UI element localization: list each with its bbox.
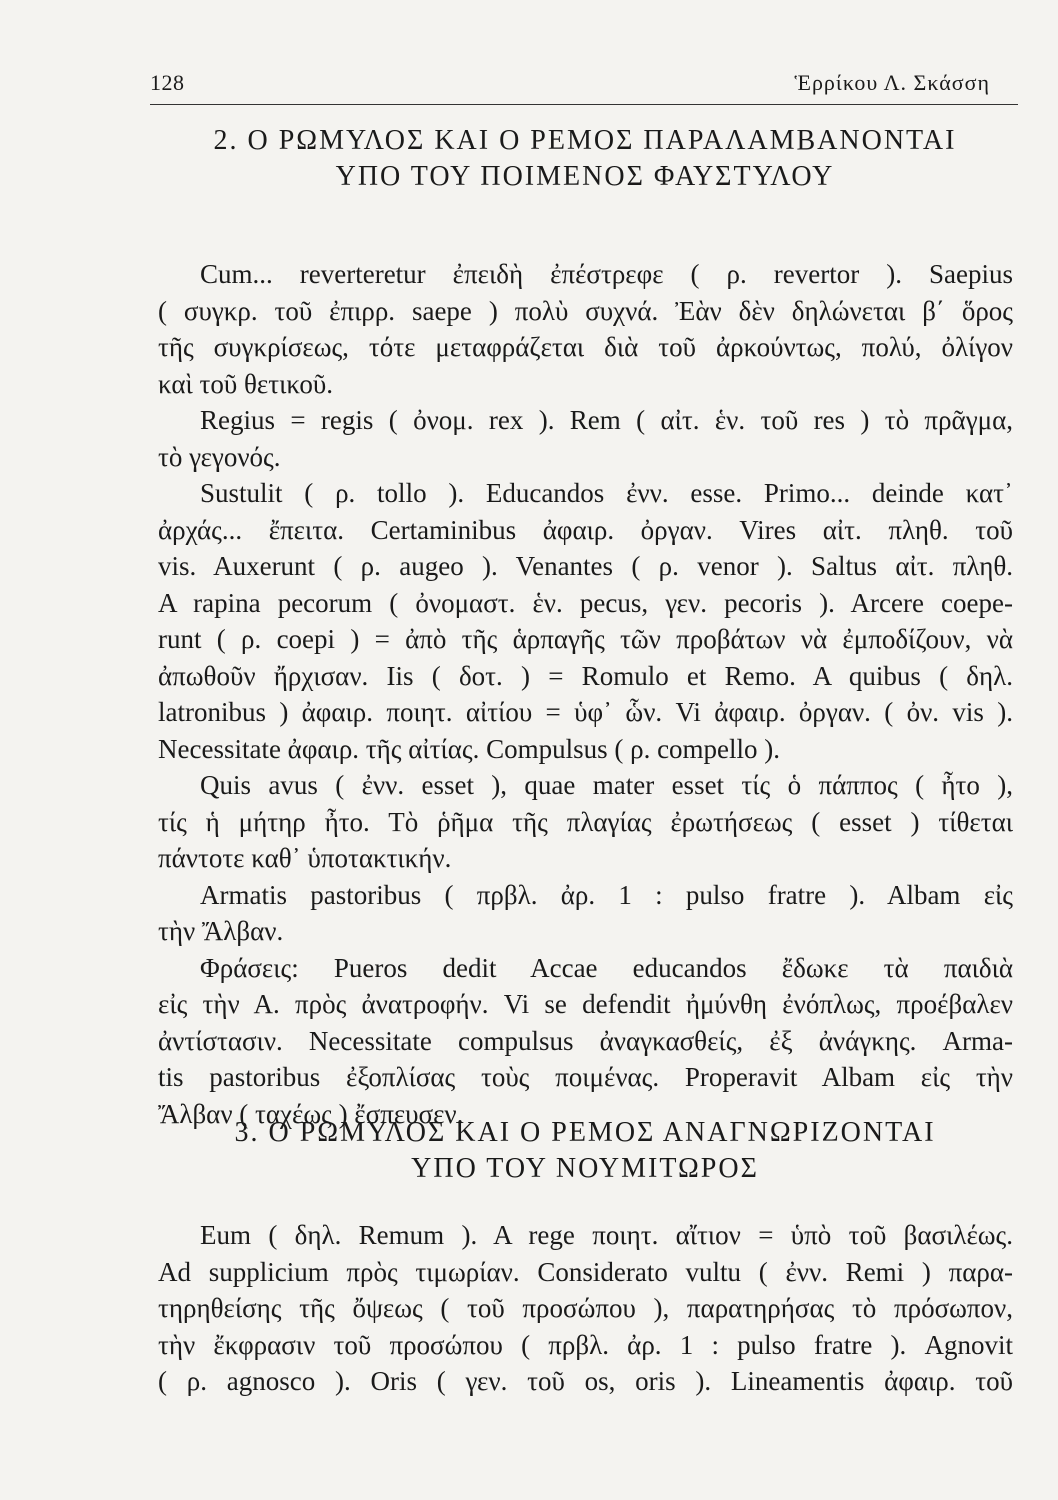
- section-2-title-line-1: 2. Ο ΡΩΜΥΛΟΣ ΚΑΙ Ο ΡΕΜΟΣ ΠΑΡΑΛΑΜΒΑΝΟΝΤΑΙ: [213, 125, 957, 156]
- section-3-body: [158, 1217, 1013, 1400]
- text-line: τῆς συγκρίσεως, τότε μεταφράζεται διὰ τοῦ ἀρκούντως, πολύ, ὀλίγον: [158, 332, 1013, 362]
- text-line: vis. Auxerunt ( ρ. augeo ). Venantes ( ρ. venor ). Saltus αἰτ. πληθ.: [158, 551, 1013, 581]
- paragraph-eum: [158, 1217, 1013, 1400]
- text-line: Sustulit ( ρ. tollo ). Educandos ἐνν. esse. Primo... deinde κατ᾽: [200, 478, 1013, 508]
- text-line: Armatis pastoribus ( πρβλ. ἀρ. 1 : pulso fratre ). Albam εἰς: [200, 879, 1013, 910]
- text-line: latronibus ) ἀφαιρ. ποιητ. αἰτίου = ὑφ᾽ ὧν. Vi ἀφαιρ. ὀργαν. ( ὀν. vis ).: [158, 697, 1013, 727]
- text-line: ἀπωθοῦν ἤρχισαν. Iis ( δοτ. ) = Romulo et Remo. A quibus ( δηλ.: [158, 660, 1013, 691]
- text-line: τὴν Ἄλβαν.: [158, 916, 284, 946]
- text-line: ἀρχάς... ἔπειτα. Certaminibus ἀφαιρ. ὀργαν. Vires αἰτ. πληθ. τοῦ: [158, 514, 1013, 545]
- section-2-body: [158, 256, 1013, 1132]
- section-2-title-line-2: ΥΠΟ ΤΟΥ ΠΟΙΜΕΝΟΣ ΦΑΥΣΤΥΛΟΥ: [335, 161, 835, 192]
- text-line: Φράσεις: Pueros dedit Accae educandos ἔδωκε τὰ παιδιὰ: [200, 952, 1013, 983]
- header-author: Ἑρρίκου Λ. Σκάσση: [794, 70, 990, 95]
- text-line: ἀντίστασιν. Necessitate compulsus ἀναγκασθείς, ἐξ ἀνάγκης. Arma-: [158, 1025, 1013, 1056]
- text-line: Quis avus ( ἐνν. esset ), quae mater esset τίς ὁ πάππος ( ἦτο ),: [200, 770, 1013, 800]
- section-2-title: [150, 123, 1020, 195]
- text-line: runt ( ρ. coepi ) = ἀπὸ τῆς ἁρπαγῆς τῶν προβάτων νὰ ἐμποδίζουν, νὰ: [158, 624, 1013, 654]
- text-line: καὶ τοῦ θετικοῦ.: [158, 368, 334, 399]
- text-line: ( ρ. agnosco ). Oris ( γεν. τοῦ os, oris ). Lineamentis ἀφαιρ. τοῦ: [158, 1366, 1013, 1396]
- text-line: τηρηθείσης τῆς ὄψεως ( τοῦ προσώπου ), παρατηρήσας τὸ πρόσωπον,: [158, 1293, 1013, 1323]
- section-3-title-line-1: 3. Ο ΡΩΜΥΛΟΣ ΚΑΙ Ο ΡΕΜΟΣ ΑΝΑΓΝΩΡΙΖΟΝΤΑΙ: [234, 1117, 936, 1148]
- header-rule: [150, 104, 1018, 105]
- running-head: [150, 62, 1020, 102]
- text-line: A rapina pecorum ( ὀνομαστ. ἑν. pecus, γεν. pecoris ). Arcere coepe-: [158, 587, 1013, 618]
- text-line: Eum ( δηλ. Remum ). A rege ποιητ. αἴτιον = ὑπὸ τοῦ βασιλέως.: [200, 1220, 1013, 1250]
- paragraph-armatis: [158, 877, 1013, 950]
- text-line: πάντοτε καθ᾽ ὑποτακτικήν.: [158, 843, 452, 873]
- paragraph-cum: [158, 256, 1013, 402]
- paragraph-sustulit: [158, 475, 1013, 767]
- text-line: ( συγκρ. τοῦ ἐπιρρ. saepe ) πολὺ συχνά. Ἐὰν δὲν δηλώνεται β΄ ὅρος: [158, 295, 1013, 326]
- text-line: Regius = regis ( ὀνομ. rex ). Rem ( αἰτ. ἑν. τοῦ res ) τὸ πρᾶγμα,: [200, 405, 1013, 435]
- paragraph-phrases: [158, 950, 1013, 1133]
- text-line: Ἄλβαν ( ταχέως ) ἔσπευσεν.: [158, 1098, 464, 1129]
- paragraph-regius: [158, 402, 1013, 475]
- text-line: τὴν ἔκφρασιν τοῦ προσώπου ( πρβλ. ἀρ. 1 : pulso fratre ). Agnovit: [158, 1329, 1013, 1360]
- text-line: τίς ἡ μήτηρ ἦτο. Τὸ ῥῆμα τῆς πλαγίας ἐρωτήσεως ( esset ) τίθεται: [158, 806, 1013, 837]
- page-number: 128: [150, 70, 185, 95]
- text-line: Cum... reverteretur ἐπειδὴ ἐπέστρεφε ( ρ. revertor ). Saepius: [200, 259, 1013, 289]
- text-line: τὸ γεγονός.: [158, 441, 281, 472]
- section-3-title-line-2: ΥΠΟ ΤΟΥ ΝΟΥΜΙΤΩΡΟΣ: [411, 1153, 759, 1184]
- text-line: Ad supplicium πρὸς τιμωρίαν. Considerato vultu ( ἐνν. Remi ) παρα-: [158, 1256, 1013, 1287]
- text-line: tis pastoribus ἐξοπλίσας τοὺς ποιμένας. Properavit Albam εἰς τὴν: [158, 1062, 1013, 1092]
- section-3-title: [150, 1115, 1020, 1187]
- paragraph-quis-avus: [158, 767, 1013, 877]
- text-line: εἰς τὴν Α. πρὸς ἀνατροφήν. Vi se defendit ἠμύνθη ἐνόπλως, προέβαλεν: [158, 989, 1013, 1019]
- text-line: Necessitate ἀφαιρ. τῆς αἰτίας. Compulsus ( ρ. compello ).: [158, 733, 781, 764]
